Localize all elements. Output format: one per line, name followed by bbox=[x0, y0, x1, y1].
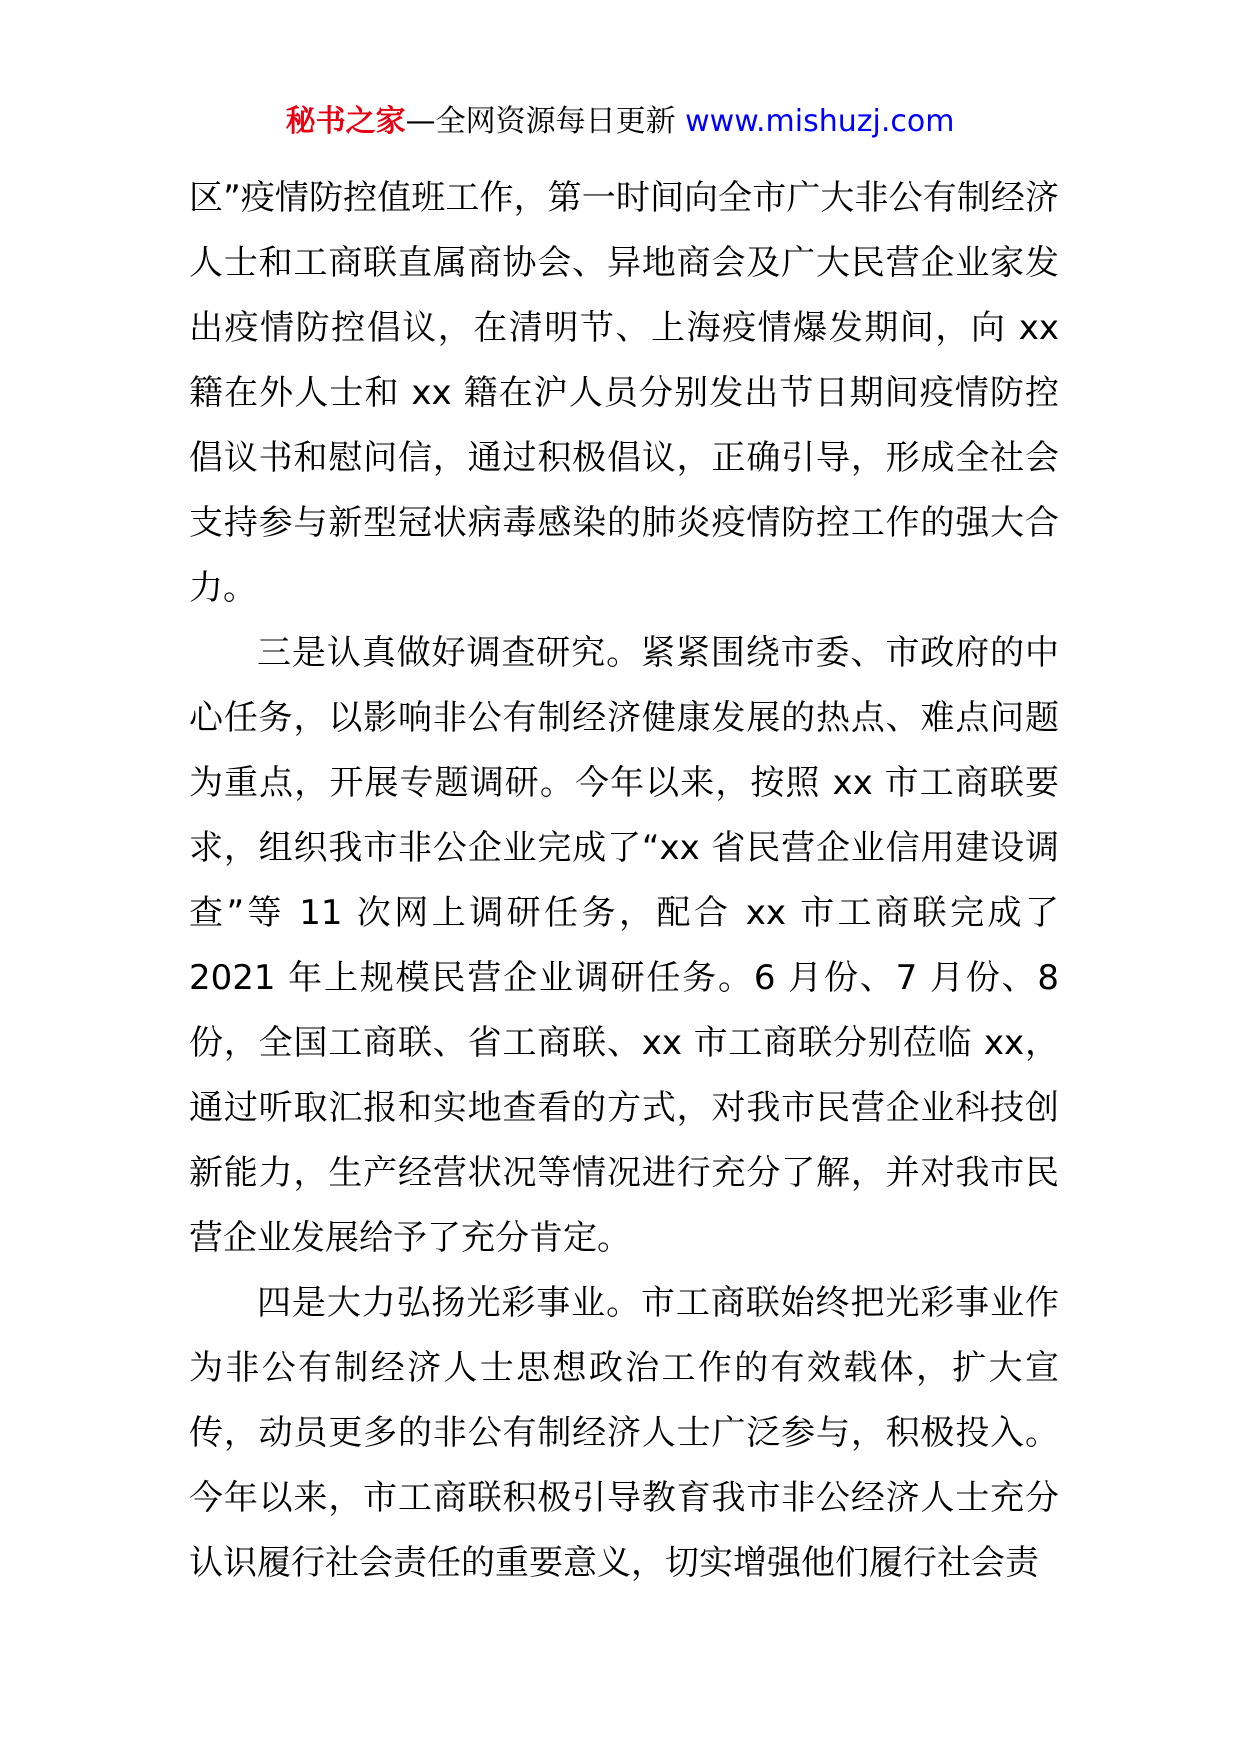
site-slogan: —全网资源每日更新 bbox=[405, 104, 686, 139]
site-header bbox=[0, 100, 1240, 144]
site-url-link[interactable]: www.mishuzj.com bbox=[685, 104, 955, 139]
paragraph-continued: 区”疫情防控值班工作，第一时间向全市广大非公有制经济人士和工商联直属商协会、异地商会及广大民营企业家发出疫情防控倡议，在清明节、上海疫情爆发期间，向 xx 籍在外人士和 xx 籍在沪人员分别发出节日期间疫情防控倡议书和慰问信，通过积极倡议，正确引导，形成全社会支持参与新型冠状病毒感染的肺炎疫情防控工作的强大合力。 bbox=[189, 178, 1059, 608]
paragraph-guangcai: 四是大力弘扬光彩事业。市工商联始终把光彩事业作为非公有制经济人士思想政治工作的有效载体，扩大宣传，动员更多的非公有制经济人士广泛参与，积极投入。今年以来，市工商联积极引导教育我市非公经济人士充分认识履行社会责任的重要意义，切实增强他们履行社会责 bbox=[189, 1283, 1059, 1583]
document-body bbox=[189, 166, 1059, 1596]
paragraph-research: 三是认真做好调查研究。紧紧围绕市委、市政府的中心任务，以影响非公有制经济健康发展的热点、难点问题为重点，开展专题调研。今年以来，按照 xx 市工商联要求，组织我市非公企业完成了“xx 省民营企业信用建设调查”等 11 次网上调研任务，配合 xx 市工商联完成了 2021 年上规模民营企业调研任务。6 月份、7 月份、8 份，全国工商联、省工商联、xx 市工商联分别莅临 xx，通过听取汇报和实地查看的方式，对我市民营企业科技创新能力，生产经营状况等情况进行充分了解，并对我市民营企业发展给予了充分肯定。 bbox=[189, 633, 1059, 1258]
site-brand: 秘书之家 bbox=[285, 104, 406, 139]
